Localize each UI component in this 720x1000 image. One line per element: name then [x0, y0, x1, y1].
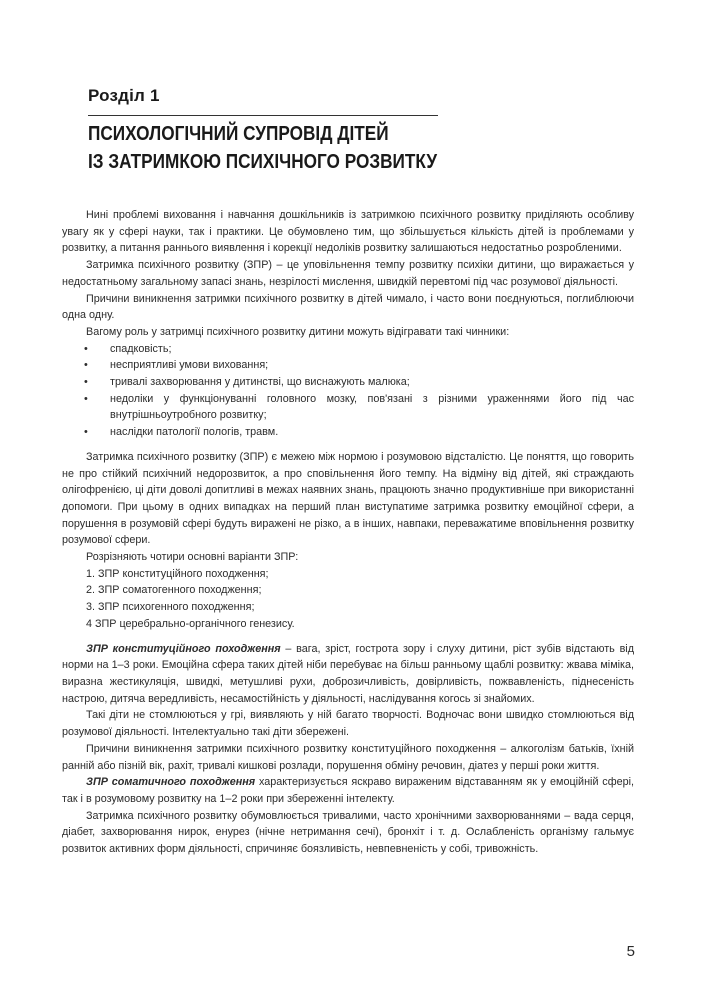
list-item: • несприятливі умови виховання; — [110, 357, 634, 374]
variant-item: 2. ЗПР соматогенного походження; — [86, 584, 262, 597]
paragraph: Затримка психічного розвитку обумовлюється тривалими, часто хронічними захворюваннями – вада серця, діабет, захворювання нирок, енурез (нічне нетримання сечі), бронхіт і т. д. Ослабленість організму гальмує розвиток активних форм діяльності, спричиняє боязливість, невпевненість у собі, тривожність. — [62, 809, 634, 856]
bullet-icon: • — [84, 376, 88, 389]
variant-item: 1. ЗПР конституційного походження; — [86, 567, 269, 580]
page-number: 5 — [626, 943, 635, 960]
list-item: • наслідки патології пологів, травм. — [110, 424, 634, 441]
term-somatic: ЗПР соматичного походження — [86, 776, 256, 789]
paragraph: Причини виникнення затримки психічного розвитку в дітей чимало, і часто вони поєднуються, поглиблюючи одна одну. — [62, 292, 634, 322]
factors-list — [62, 341, 634, 441]
paragraph: Причини виникнення затримки психічного розвитку конституційного походження – алкоголізм батьків, їхній ранній або пізній вік, рахіт, тривалі кишкові розлади, порушення обміну речовин, діатез у перші роки життя. — [62, 742, 634, 772]
variant-item: 4 ЗПР церебрально-органічного генезису. — [86, 617, 295, 630]
paragraph: Нині проблемі виховання і навчання дошкільників із затримкою психічного розвитку приділяють особливу увагу як у сфері науки, так і практики. Це обумовлено тим, що збільшується кількість дітей із проблемами у розвитку, а питання раннього виявлення і корекції недоліків розвитку залишаються недостатньо розробленими. — [62, 209, 634, 255]
bullet-icon: • — [84, 426, 88, 439]
body-text — [62, 207, 634, 858]
bullet-icon: • — [84, 359, 88, 372]
list-item: • спадковість; — [110, 341, 634, 358]
list-item: • тривалі захворювання у дитинстві, що виснажують малюка; — [110, 374, 634, 391]
title-divider — [88, 115, 438, 116]
section-label: Розділ 1 — [88, 86, 160, 105]
paragraph: ЗПР соматичного походження характеризується яскраво вираженим відставанням як у емоційній сфері, так і в розумовому розвитку на 1–2 роки при збереженні інтелекту. — [62, 776, 634, 805]
bullet-icon: • — [84, 392, 88, 405]
paragraph: ЗПР конституційного походження – вага, зріст, гострота зору і слуху дитини, ріст зубів відстають від норми на 1–3 роки. Емоційна сфера таких дітей ніби перебуває на більш ранньому щаблі розвитку: жвава міміка, виразна жестикуляція, швидкі, метушливі рухи, доброзичливість, довірливість, пожвавленість, піднесеність настрою, дитяча вередливість, несамостійність у діяльності, наслідування когось зі знайомих. — [62, 642, 635, 705]
chapter-title — [88, 120, 570, 176]
paragraph: Такі діти не стомлюються у грі, виявляють у ній багато творчості. Водночас вони швидко стомлюються від розумової діяльності. Інтелектуально такі діти збережені. — [62, 709, 634, 739]
term-constitutional: ЗПР конституційного походження — [86, 642, 281, 655]
bullet-icon: • — [84, 342, 88, 355]
chapter-title-line-2: ІЗ ЗАТРИМКОЮ ПСИХІЧНОГО РОЗВИТКУ — [88, 151, 438, 173]
paragraph: Затримка психічного розвитку (ЗПР) – це уповільнення темпу розвитку психіки дитини, що виражається у недостатньому загальному запасі знань, незрілості мислення, швидкій перевтомі під час розумової діяльності. — [62, 259, 634, 288]
paragraph: Розрізняють чотири основні варіанти ЗПР: — [86, 551, 299, 564]
list-item: • недоліки у функціонуванні головного мозку, пов'язані з різними ураженнями його під час внутрішньоутробного розвитку; — [84, 392, 634, 422]
variant-item: 3. ЗПР психогенного походження; — [86, 601, 255, 614]
paragraph: Затримка психічного розвитку (ЗПР) є межею між нормою і розумовою відсталістю. Це поняття, що говорить не про стійкий психічний недорозвиток, а про сповільнення його темпу. На відміну від дітей, які страждають олігофренією, ці діти доволі допитливі в межах наявних знань, працюють значно продуктивніше при використанні допомоги. При цьому в одних випадках на перший план виступатиме затримка розвитку емоційної сфери, а порушення в розумовій сфері будуть виражені не різко, а в інших, навпаки, переважатиме вповільнення розвитку розумової сфери. — [62, 450, 634, 547]
paragraph: Вагому роль у затримці психічного розвитку дитини можуть відігравати такі чинники: — [86, 325, 510, 338]
chapter-title-line-1: ПСИХОЛОГІЧНИЙ СУПРОВІД ДІТЕЙ — [88, 123, 389, 145]
